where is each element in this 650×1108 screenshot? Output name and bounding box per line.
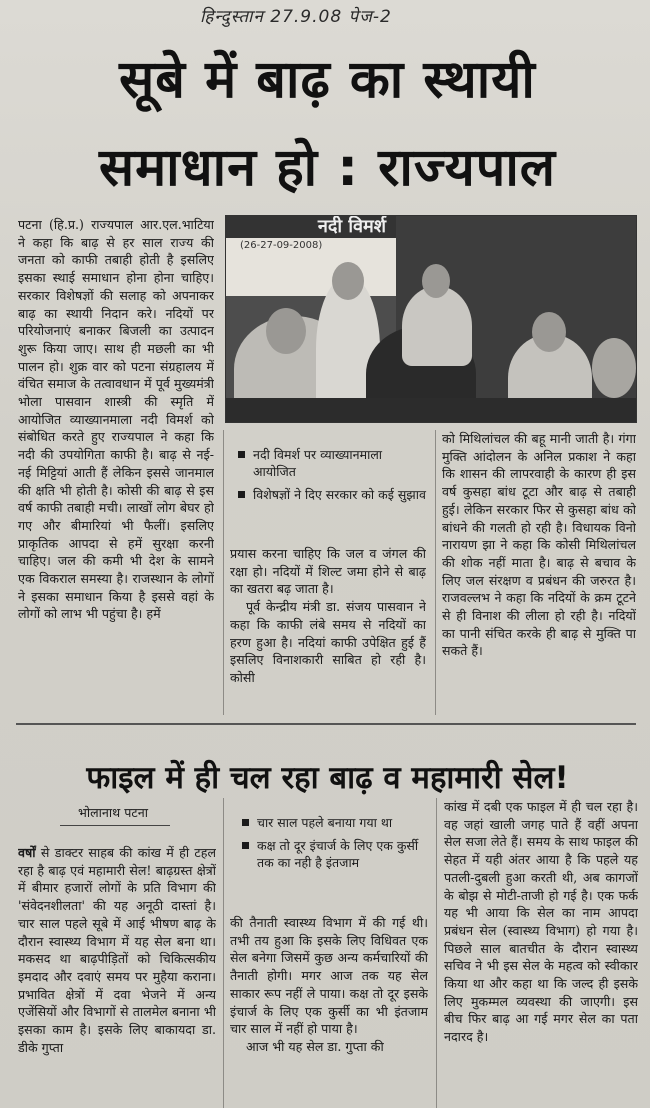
article2-column-3 <box>444 798 638 1108</box>
highlight-text: विशेषज्ञों ने दिए सरकार को कई सुझाव <box>253 487 426 502</box>
bullet-square-icon <box>242 819 249 826</box>
highlight-item <box>236 446 428 480</box>
highlight-text: चार साल पहले बनाया गया था <box>257 815 393 830</box>
byline-underline <box>60 825 170 826</box>
article1-column-3 <box>442 430 636 715</box>
event-photo <box>225 215 637 423</box>
bullet-square-icon <box>238 451 245 458</box>
column-divider <box>223 798 224 1108</box>
highlight-item <box>240 837 426 871</box>
photo-banner <box>226 216 396 296</box>
article2-column-2-para-2: आज भी यह सेल डा. गुप्ता की <box>246 1038 384 1054</box>
photo-banner-date: (26-27-09-2008) <box>240 240 323 251</box>
bullet-square-icon <box>238 491 245 498</box>
article1-highlights <box>236 446 428 509</box>
article2-column-1 <box>18 844 216 1108</box>
article2-headline: फाइल में ही चल रहा बाढ़ व महामारी सेल! <box>86 760 569 796</box>
bullet-square-icon <box>242 842 249 849</box>
article1-column-1-text: पटना (हि.प्र.) राज्यपाल आर.एल.भाटिया ने कहा कि बाढ़ से हर साल राज्य की जनता को काफी तबाही होती है इसलिए इसका स्थाई समाधान होना होना चाहिए। सरकार विशेषज्ञों की सलाह को अपनाकर बाढ़ का स्थायी निदान करे। नदियों पर परियोजनाएं बनाकर बिजली का उत्पादन शुरू किया जाए। साथ ही मछली का भी पालन हो। शुक्र वार को पटना संग्रहालय में वंचित समाज के तत्वावधान में पूर्व मुख्यमंत्री भोला पासवान शास्त्री की स्मृति में आयोजित व्याख्यानमाला नदी विमर्श को संबोधित करते हुए राज्यपाल ने कहा कि नदी की उपयोगिता काफी है। बाढ़ से नई-नई मिट्टियां आती हैं लेकिन इससे जानमाल की क्षति भी होती है। कोसी की बाढ़ से इस वर्ष काफी तबाही मची। लाखों लोग बेघर हो गए और बीमारियां भी फैलीं। इसलिए प्राकृतिक आपदा से हमें सुरक्षा करनी चाहिए। जल की कमी भी देश के सामने एक विकराल समस्या है। राजस्थान के लोगों ने इसका समाधान किया है इससे वहां के लोगों को लाभ भी पहुंचा है। हमें <box>18 217 214 622</box>
photo-person-head <box>532 312 566 352</box>
article1-column-2-para-1: प्रयास करना चाहिए कि जल व जंगल की रक्षा हो। नदियों में शिल्ट जमा होने से बाढ़ का खतरा बढ़ जाता है। <box>230 546 426 597</box>
article2-highlights <box>240 814 426 877</box>
headline-line-1: सूबे में बाढ़ का स्थायी <box>119 50 536 110</box>
article1-column-3-text: को मिथिलांचल की बहू मानी जाती है। गंगा मुक्ति आंदोलन के अनिल प्रकाश ने कहा कि शासन की लापरवाही के कारण ही इस वर्ष कुसहा बांध टूटा और बाढ़ से तबाही हुई। लेकिन सरकार फिर से कुसहा बांध को बांधने की गलती हो रही है। विधायक विनो नारायण झा ने कहा कि कोसी मिथिलांचल की शोक नहीं माता है। बाढ़ से बचाव के लिए जल संरक्षण व प्रबंधन की जरुरत है। राजवल्लभ ने कहा कि नदियों के क्रम टूटने से ही विनाश की लीला हो रही है। नदियों का पानी संचित करके ही बाढ़ से मुक्ति पा सकते हैं। <box>442 431 636 659</box>
photo-person-head <box>422 264 450 298</box>
photo-person-head <box>592 338 636 398</box>
article1-column-2-para-2: पूर्व केन्द्रीय मंत्री डा. संजय पासवान ने कहा कि काफी लंबे समय से नदियों का हरण हुआ है। नदियां काफी उपेक्षित हुई हैं इसलिए विनाशकारी साबित हो रही है। कोसी <box>230 599 426 685</box>
photo-table <box>226 398 636 422</box>
article2-column-2 <box>230 914 428 1108</box>
highlight-text: नदी विमर्श पर व्याख्यानमाला आयोजित <box>253 447 383 479</box>
handwritten-source-note: हिन्दुस्तान 27.9.08 पेज-2 <box>200 7 392 27</box>
article2-lead-word: वर्षों <box>18 845 36 860</box>
highlight-text: कक्ष तो दूर इंचार्ज के लिए एक कुर्सी तक का नही है इंतजाम <box>257 838 419 870</box>
photo-banner-title: नदी विमर्श <box>226 216 396 238</box>
article2-byline: भोलानाथ पटना <box>78 805 148 820</box>
photo-person <box>402 286 472 366</box>
article2-column-1-text: से डाक्टर साहब की कांख में ही टहल रहा है बाढ़ एवं महामारी सेल! बाढ़ग्रस्त क्षेत्रों में बीमार हजारों लोगों के प्रति विभाग की 'संवेदनशीलता' की यह अनूठी दास्तां है। चार साल पहले सूबे में आई भीषण बाढ़ के दौरान स्वास्थ्य विभाग में यह सेल बना था। मकसद था बाढ़पीड़ितों को चिकित्सकीय इमदाद और दवाएं समय पर मुहैया कराना। प्रभावित क्षेत्रों में दवा भेजने में अन्य एजेंसियों और विभागों से तालमेल बनाना भी इसका काम है। इसके लिए बाकायदा डा. डीके गुप्ता <box>18 845 216 1055</box>
column-divider <box>435 430 436 715</box>
photo-person-head <box>266 308 306 354</box>
column-divider <box>223 430 224 715</box>
article-divider <box>16 723 636 725</box>
column-divider <box>436 798 437 1108</box>
article2-column-2-para-1: की तैनाती स्वास्थ्य विभाग में की गई थी। तभी तय हुआ कि इसके लिए विधिवत एक सेल बनेगा जिसमें कुछ अन्य कर्मचारियों की तैनाती होगी। मगर आज तक यह सेल साकार रूप नहीं ले पाया। कक्ष तो दूर इसके इंचार्ज के लिए एक कुर्सी का भी इंतजाम चार साल में नहीं हो पाया है। <box>230 915 428 1037</box>
headline-line-2: समाधान हो : राज्यपाल <box>98 138 557 198</box>
article1-column-1 <box>18 216 214 714</box>
highlight-item <box>236 486 428 503</box>
article1-column-2 <box>230 545 426 715</box>
photo-person-head <box>332 262 364 300</box>
highlight-item <box>240 814 426 831</box>
article2-column-3-text: कांख में दबी एक फाइल में ही चल रहा है। वह जहां खाली जगह पाते हैं वहीं अपना सेल सजा लेते हैं। समय के साथ फाइल की सेहत में यही अंतर आया है कि पहले यह पतली-दुबली हुआ करती थी, अब कागजों के बोझ से मोटी-ताजी हो गई है। एक फर्क यह भी आया कि सेल का नाम आपदा प्रबंधन सेल (स्वास्थ्य विभाग) हो गया है। पिछले साल बातचीत के दौरान स्वास्थ्य सचिव ने भी इस सेल के महत्व को स्वीकार किया था और कहा था कि जल्द ही इसके लिए मुकम्मल व्यवस्था की जाएगी। इस बीच फिर बाढ़ आ गई मगर सेल का पता नदारद है। <box>444 799 638 1045</box>
